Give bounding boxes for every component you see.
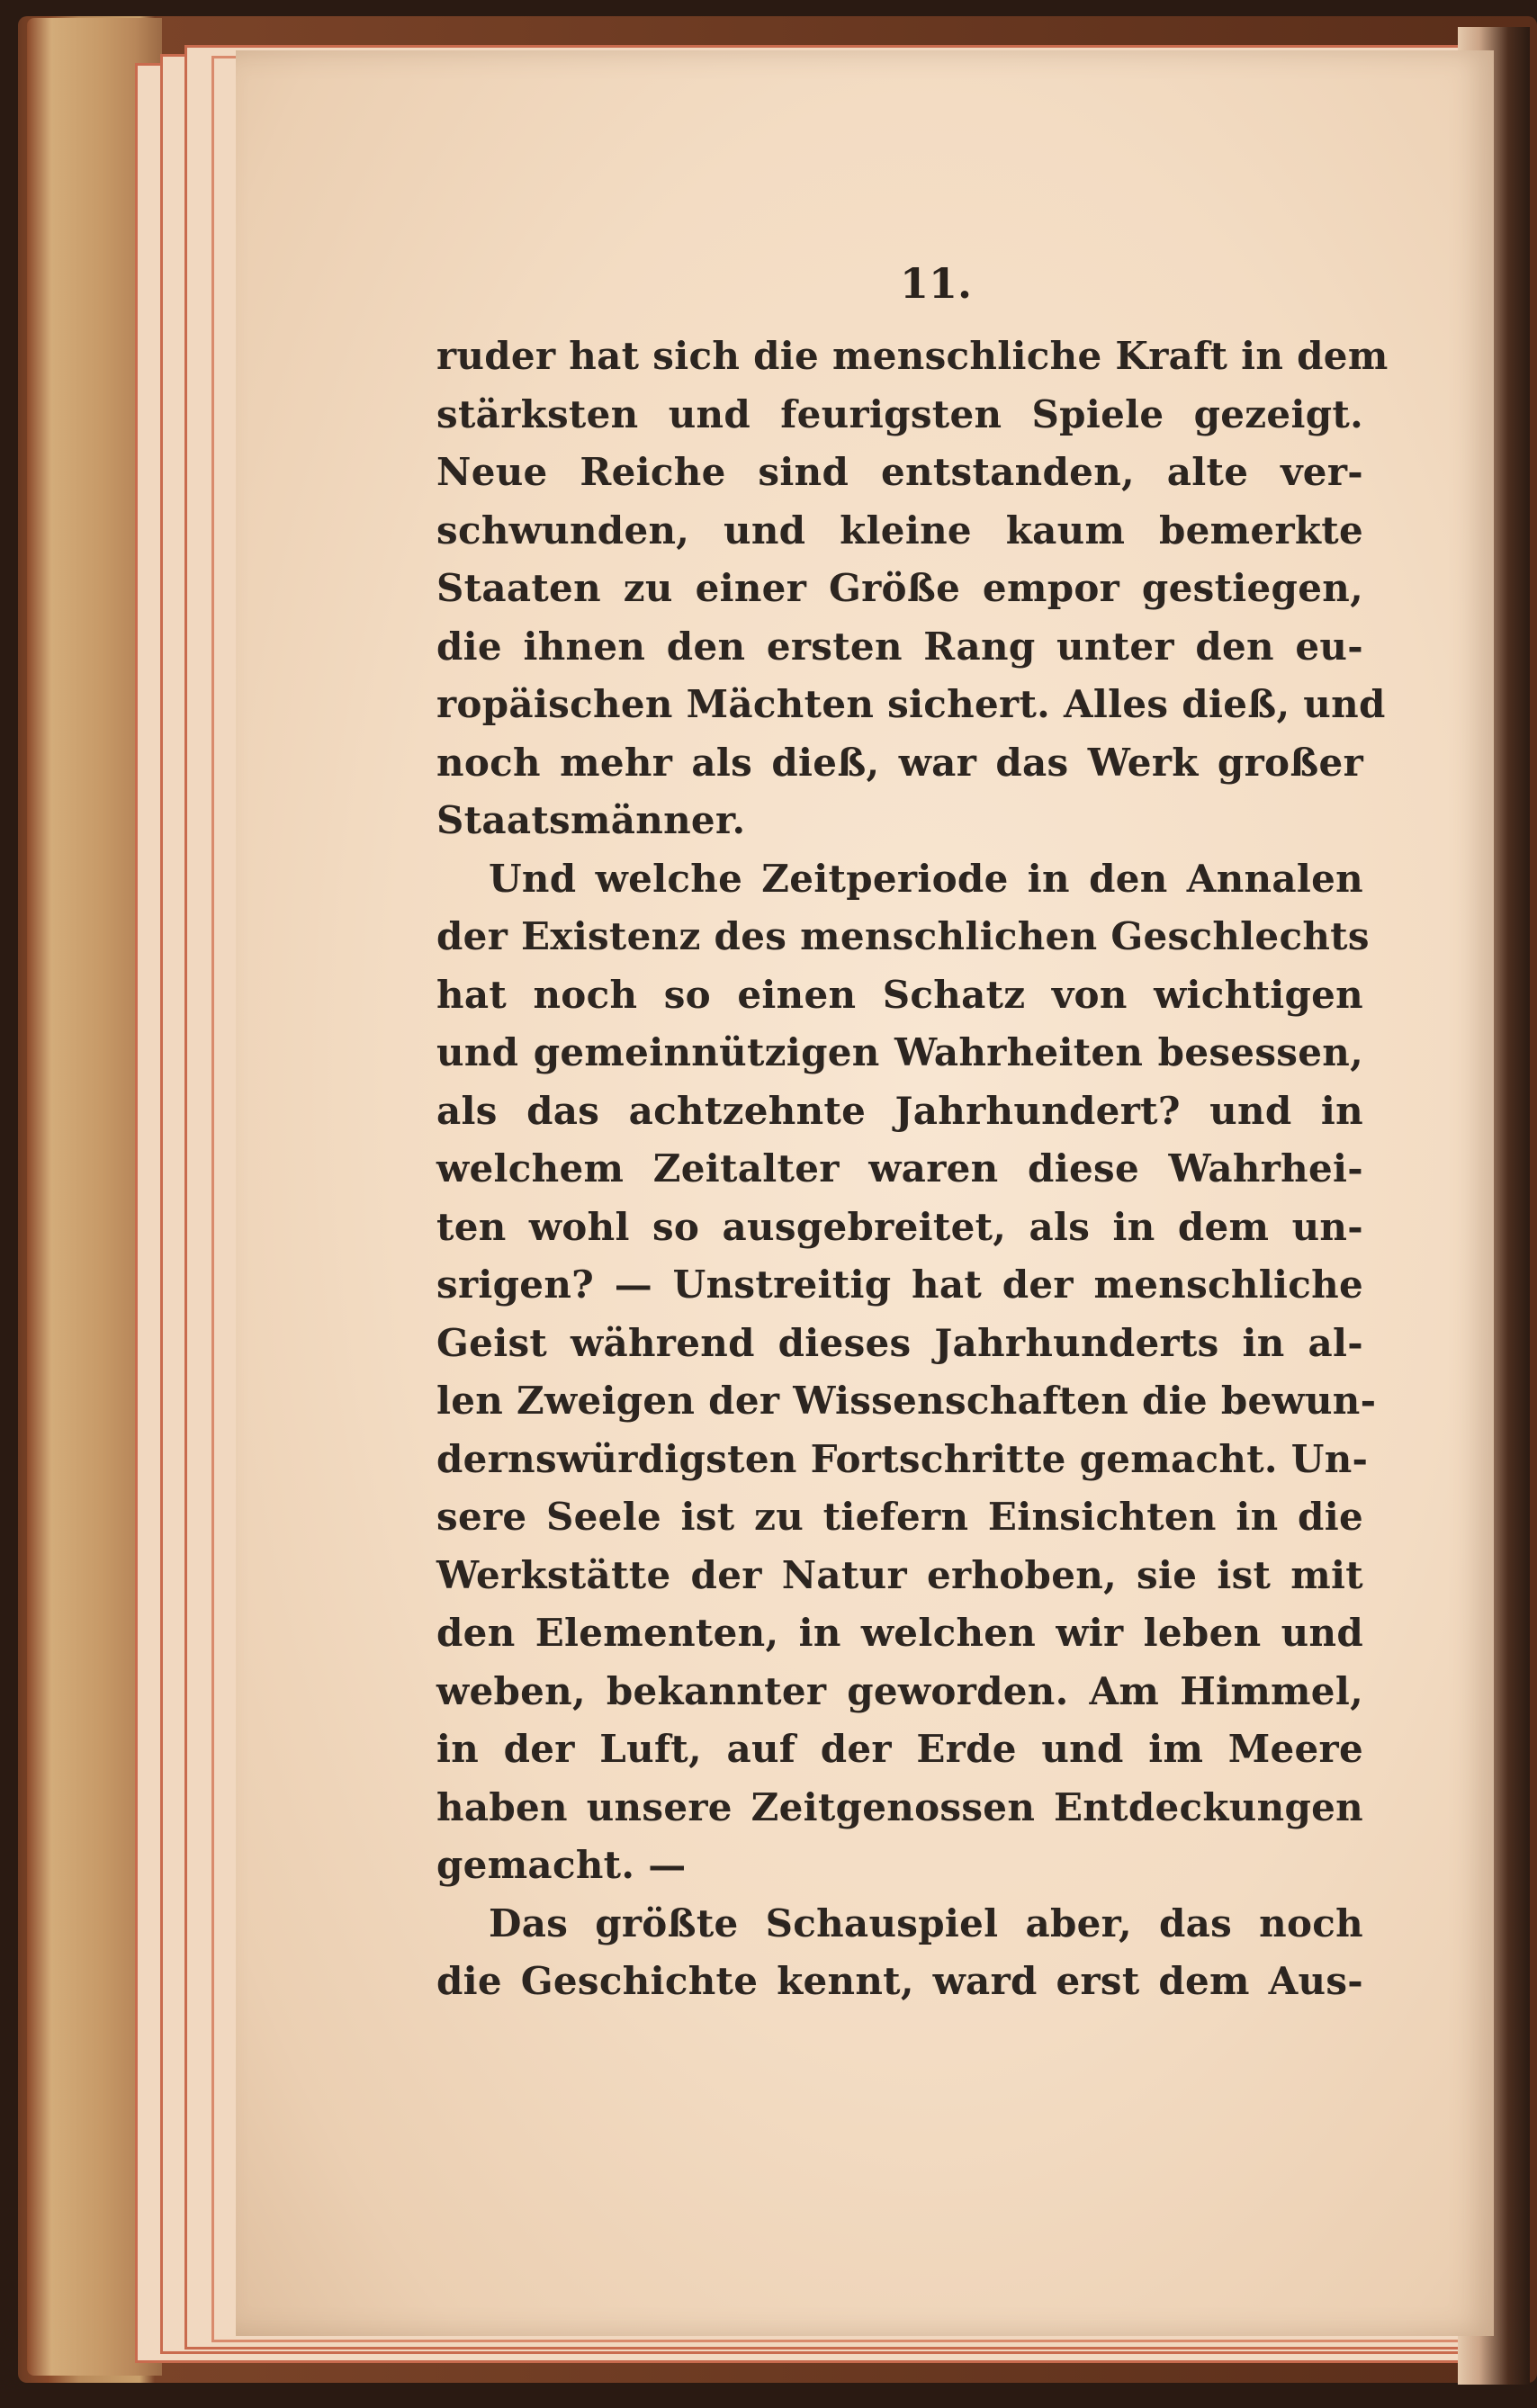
text-line: den Elementen, in welchen wir leben und (436, 1611, 1363, 1655)
text-line: sere Seele ist zu tiefern Einsichten in die (436, 1495, 1363, 1539)
text-line: len Zweigen der Wissenschaften die bewun- (436, 1379, 1377, 1423)
text-line: ropäischen Mächten sichert. Alles dieß, und (436, 682, 1386, 726)
text-line: gemacht. — (436, 1843, 687, 1887)
text-line: Geist während dieses Jahrhunderts in al- (436, 1320, 1363, 1365)
text-line: ruder hat sich die menschliche Kraft in dem (436, 334, 1389, 378)
text-line: schwunden, und kleine kaum bemerkte (436, 508, 1363, 553)
text-line: der Existenz des menschlichen Geschlechts (436, 914, 1370, 958)
text-line: als das achtzehnte Jahrhundert? und in (436, 1088, 1363, 1133)
text-line: dernswürdigsten Fortschritte gemacht. Un- (436, 1436, 1369, 1481)
text-line: noch mehr als dieß, war das Werk großer (436, 740, 1363, 785)
text-line: Und welche Zeitperiode in den Annalen (489, 856, 1363, 901)
text-line: haben unsere Zeitgenossen Entdeckungen (436, 1784, 1363, 1829)
text-line: in der Luft, auf der Erde und im Meere (436, 1727, 1363, 1771)
text-line: die ihnen den ersten Rang unter den eu- (436, 624, 1363, 669)
text-line: stärksten und feurigsten Spiele gezeigt. (436, 391, 1363, 436)
text-line: und gemeinnützigen Wahrheiten besessen, (436, 1030, 1363, 1074)
text-line: hat noch so einen Schatz von wichtigen (436, 972, 1363, 1017)
text-line: Staatsmänner. (436, 798, 746, 842)
text-line: Das größte Schauspiel aber, das noch (489, 1900, 1363, 1945)
page-number: 11. (900, 259, 973, 308)
text-line: Werkstätte der Natur erhoben, sie ist mit (436, 1552, 1363, 1597)
text-line: weben, bekannter geworden. Am Himmel, (436, 1668, 1363, 1713)
text-line: Staaten zu einer Größe empor gestiegen, (436, 566, 1363, 610)
text-line: welchem Zeitalter waren diese Wahrhei- (436, 1146, 1363, 1191)
text-line: Neue Reiche sind entstanden, alte ver- (436, 450, 1363, 494)
text-line: ten wohl so ausgebreitet, als in dem un- (436, 1204, 1363, 1249)
text-line: srigen? — Unstreitig hat der menschliche (436, 1262, 1363, 1307)
body-text (436, 328, 1389, 2011)
text-line: die Geschichte kennt, ward erst dem Aus- (436, 1959, 1363, 2003)
